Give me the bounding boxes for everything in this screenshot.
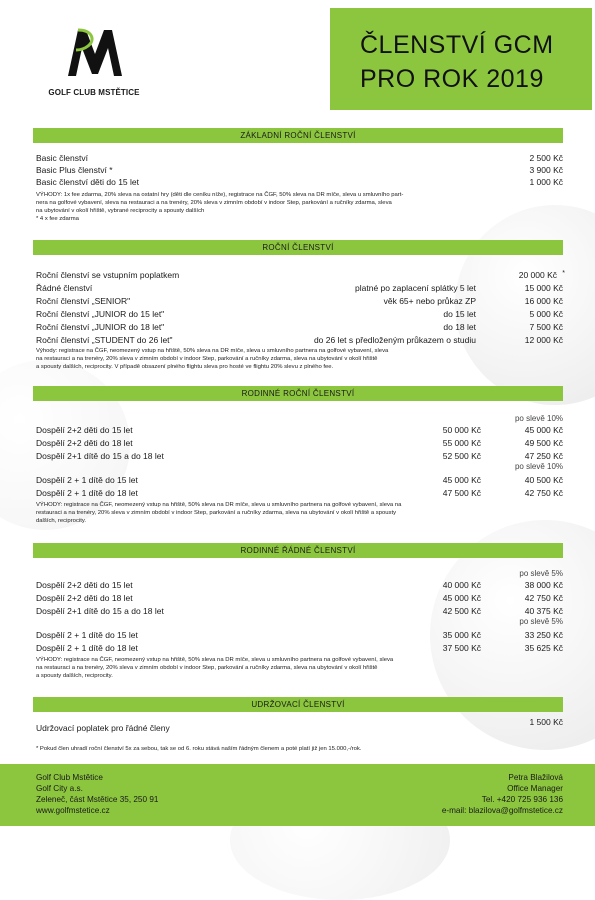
- footer-contact: Petra Blažilová Office Manager Tel. +420 725 936 136 e-mail: blazilova@golfmstetice.cz: [441, 773, 563, 815]
- price-row: Basic Plus členství * 3 900 Kč: [36, 165, 563, 175]
- price-row: Roční členství „SENIOR" věk 65+ nebo průkaz ZP 16 000 Kč: [36, 296, 563, 306]
- price-row: Udržovací poplatek pro řádné členy 1 500 Kč: [36, 717, 563, 733]
- price-row: Basic členství 2 500 Kč: [36, 153, 563, 163]
- club-logo: [44, 24, 144, 96]
- discount-label: po slevě 10%: [514, 462, 563, 471]
- footer: [0, 764, 595, 826]
- price-row: Roční členství „STUDENT do 26 let" do 26 let s předloženým průkazem o studiu 12 000 Kč: [36, 335, 563, 345]
- benefits-note: VÝHODY: registrace na ČGF, neomezený vstup na hřiště, 50% sleva na DR míče, sleva u smluvního partnera na golfové vybavení, sleva na restauraci a na trenéry, 20% sleva v zimním období v indoor Step, parkování a ručníky zdarma, sleva na ubytování v okolí hřiště a spousty dalších, reciprocity.: [36, 502, 402, 524]
- section-heading-family-regular: RODINNÉ ŘÁDNÉ ČLENSTVÍ: [33, 543, 563, 558]
- header: [0, 0, 595, 110]
- gcm-logo-icon: [66, 24, 124, 82]
- price-row: Dospělí 2 + 1 dítě do 15 let 35 000 Kč 33 250 Kč: [36, 630, 563, 640]
- price-row: Basic členství děti do 15 let 1 000 Kč: [36, 177, 563, 187]
- footnote: * Pokud člen uhradí roční členství 5x za sebou, tak se od 6. roku stává naším řádným členem a poté platí již jen 15.000,-/rok.: [36, 746, 362, 752]
- benefits-note: VÝHODY: registrace na ČGF, neomezený vstup na hřiště, 50% sleva na DR míče, sleva u smluvního partnera na golfové vybavení, sleva na restauraci a na trenéry, 20% sleva v zimním období v indoor Step, parkování a ručníky zdarma, sleva na ubytování v okolí hřiště a spousty dalších, reciprocity.: [36, 657, 394, 679]
- price-row: Dospělí 2+1 dítě do 15 a do 18 let 52 500 Kč 47 250 Kč: [36, 451, 563, 461]
- section-heading-maintenance: UDRŽOVACÍ ČLENSTVÍ: [33, 697, 563, 712]
- price-row: Řádné členství platné po zaplacení splátky 5 let 15 000 Kč: [36, 283, 563, 293]
- logo-text: GOLF CLUB MSTĚTICE: [48, 88, 140, 97]
- footnote: * 4 x fee zdarma: [36, 216, 79, 222]
- discount-label: po slevě 5%: [519, 617, 563, 626]
- price-row: Dospělí 2 + 1 dítě do 15 let 45 000 Kč 40 500 Kč: [36, 475, 563, 485]
- email-link[interactable]: e-mail: blazilova@golfmstetice.cz: [441, 806, 563, 815]
- page-title-line1: ČLENSTVÍ GCM: [360, 31, 554, 59]
- page-title-line2: PRO ROK 2019: [360, 65, 544, 93]
- price-row: Dospělí 2+1 dítě do 15 a do 18 let 42 500 Kč 40 375 Kč: [36, 606, 563, 616]
- price-row: Roční členství „JUNIOR do 18 let" do 18 let 7 500 Kč: [36, 322, 563, 332]
- title-box: [330, 8, 592, 110]
- price-row: Dospělí 2+2 děti do 15 let 40 000 Kč 38 000 Kč: [36, 580, 563, 590]
- benefits-note: Výhody: registrace na ČGF, neomezený vstup na hřiště, 50% sleva na DR míče, sleva u smluvního partnera na golfové vybavení, sleva na restauraci a na trenéry, 20% sleva v zimním období v indoor Step, parkování a ručníky zdarma, sleva na ubytování v okolí hřiště a spousty dalších, reciprocity. V případě obsazení plného flightu sleva pro hosté ve flightu 20% slevu z plného fee.: [36, 348, 389, 370]
- price-row: Dospělí 2 + 1 dítě do 18 let 47 500 Kč 42 750 Kč: [36, 488, 563, 498]
- website-link[interactable]: www.golfmstetice.cz: [36, 806, 110, 815]
- section-heading-family-annual: RODINNÉ ROČNÍ ČLENSTVÍ: [33, 386, 563, 401]
- price-row: Dospělí 2+2 děti do 15 let 50 000 Kč 45 000 Kč: [36, 425, 563, 435]
- price-row: Dospělí 2 + 1 dítě do 18 let 37 500 Kč 35 625 Kč: [36, 643, 563, 653]
- price-row: Dospělí 2+2 děti do 18 let 45 000 Kč 42 750 Kč: [36, 593, 563, 603]
- discount-label: po slevě 10%: [514, 414, 563, 423]
- section-heading-basic: ZÁKLADNÍ ROČNÍ ČLENSTVÍ: [33, 128, 563, 143]
- price-row: Roční členství „JUNIOR do 15 let" do 15 let 5 000 Kč: [36, 309, 563, 319]
- benefits-note: VÝHODY: 1x fee zdarma, 20% sleva na ostatní hry (děti dle ceníku níže), registrace na ČGF, 50% sleva na DR míče, sleva u smluvního part- nera na golfové vybavení, sleva na restauraci a na trenéry, 20% sleva v zimním období v indoor Step, parkování a ručníky zdarma, sleva na ubytování v okolí hřiště, vybrané reciprocity a spousty dalších * 4 x fee zdarma: [36, 191, 563, 223]
- price-row: Dospělí 2+2 děti do 18 let 55 000 Kč 49 500 Kč: [36, 438, 563, 448]
- footer-address: Golf Club Mstětice Golf City a.s. Zeleneč, část Mstětice 35, 250 91 www.golfmstetice.cz: [36, 773, 159, 815]
- section-heading-annual: ROČNÍ ČLENSTVÍ: [33, 240, 563, 255]
- price-row: Roční členství se vstupním poplatkem 20 000 Kč *: [36, 270, 565, 280]
- discount-label: po slevě 5%: [519, 569, 563, 578]
